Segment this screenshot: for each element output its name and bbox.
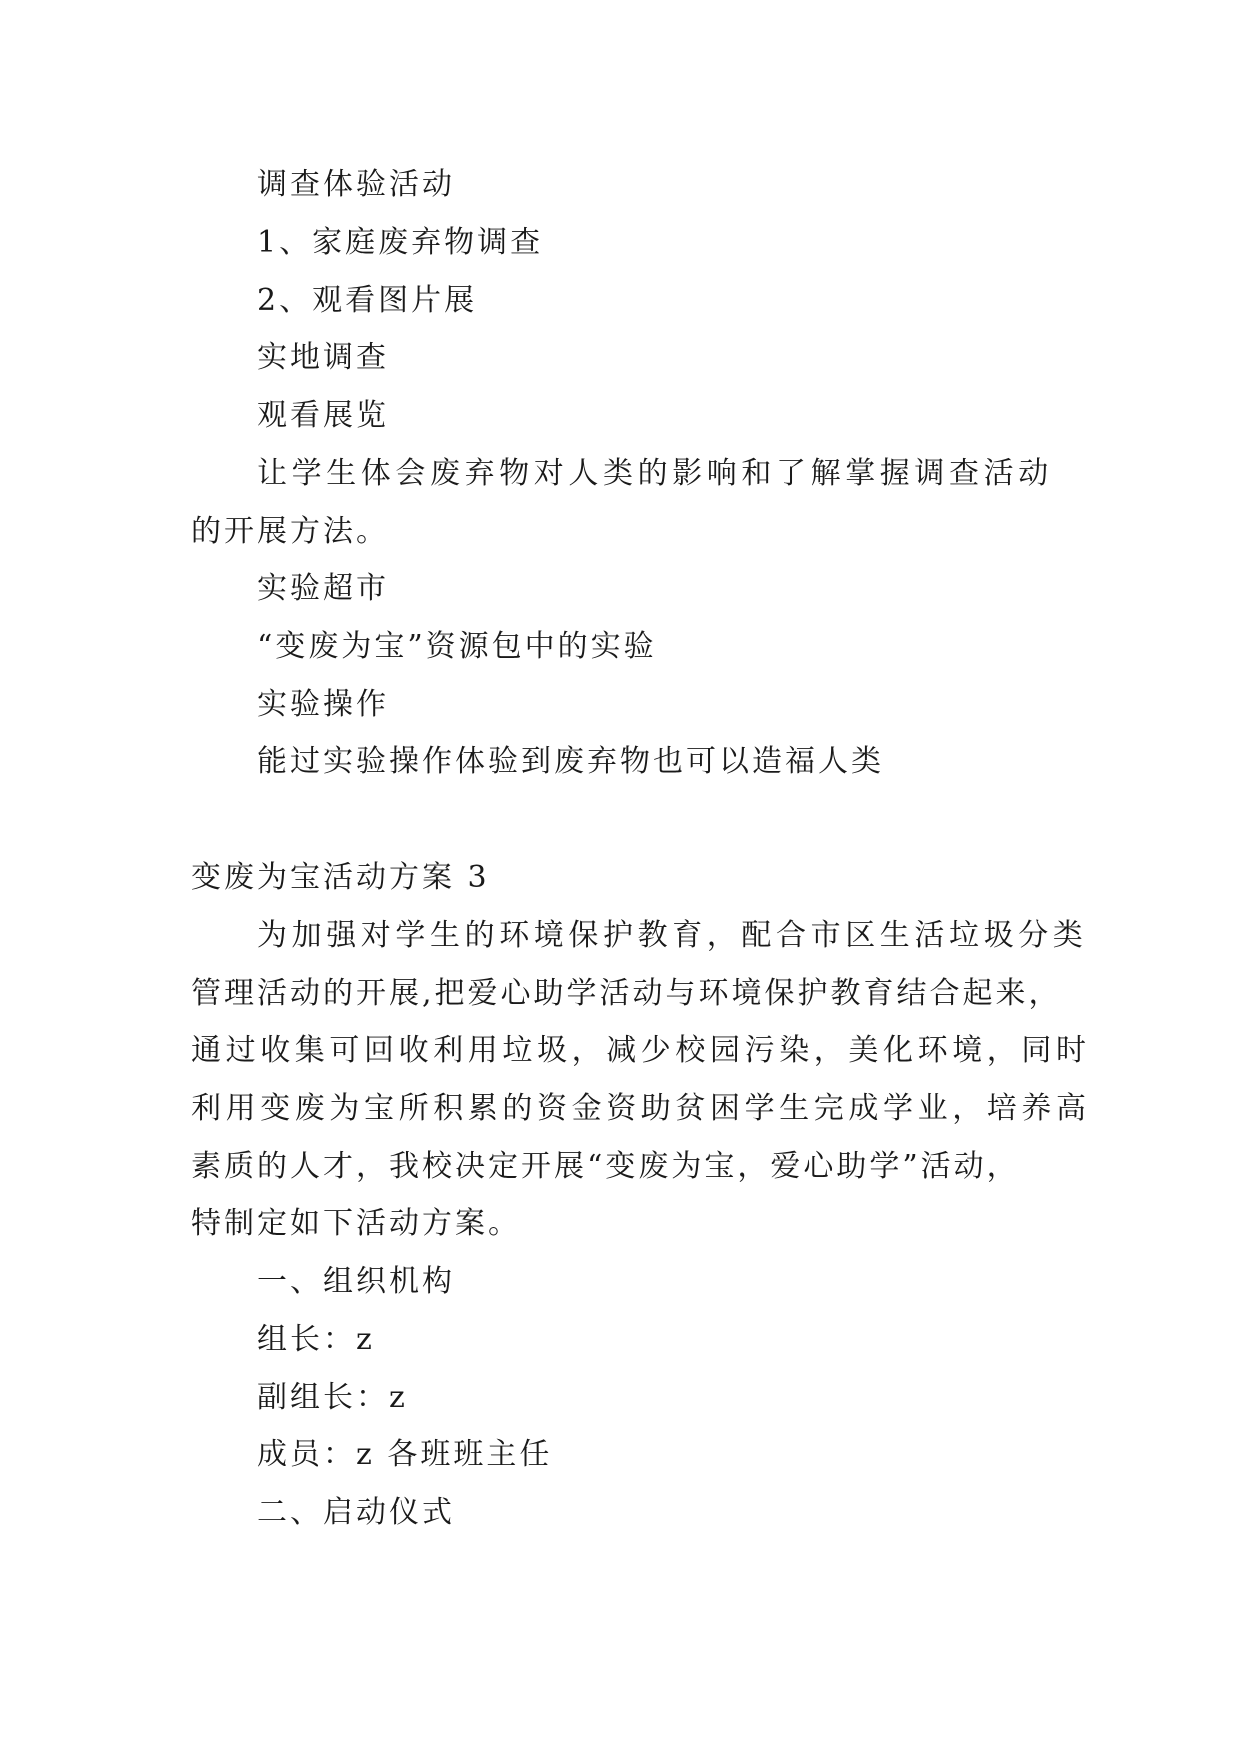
paragraph-line: 的开展方法。 (191, 514, 389, 549)
text-line: “变废为宝”资源包中的实验 (257, 629, 657, 664)
text-line: 观看展览 (257, 398, 389, 433)
text-line: 实验操作 (257, 687, 389, 722)
text-line: 实验超市 (257, 571, 389, 606)
subheading: 一、组织机构 (257, 1264, 455, 1299)
text-line: 1、家庭废弃物调查 (257, 225, 544, 260)
text-line: 副组长：z (257, 1380, 408, 1415)
subheading: 二、启动仪式 (257, 1495, 455, 1530)
paragraph-line: 通过收集可回收利用垃圾，减少校园污染，美化环境，同时 (191, 1033, 1091, 1068)
section-heading: 变废为宝活动方案 3 (191, 860, 490, 895)
text-line: 能过实验操作体验到废弃物也可以造福人类 (257, 744, 884, 779)
paragraph-line: 管理活动的开展,把爱心助学活动与环境保护教育结合起来， (191, 976, 1062, 1011)
paragraph-line: 素质的人才，我校决定开展“变废为宝，爱心助学”活动， (191, 1149, 1020, 1184)
text-line: 调查体验活动 (257, 167, 455, 202)
text-line: 2、观看图片展 (257, 283, 478, 318)
text-line: 实地调查 (257, 340, 389, 375)
text-line: 组长：z (257, 1322, 375, 1357)
paragraph-line: 特制定如下活动方案。 (191, 1206, 521, 1241)
paragraph-line: 让学生体会废弃物对人类的影响和了解掌握调查活动 (257, 456, 1053, 491)
paragraph-line: 为加强对学生的环境保护教育，配合市区生活垃圾分类 (257, 918, 1088, 953)
text-line: 成员：z 各班班主任 (257, 1437, 553, 1472)
paragraph-line: 利用变废为宝所积累的资金资助贫困学生完成学业，培养高 (191, 1091, 1091, 1126)
